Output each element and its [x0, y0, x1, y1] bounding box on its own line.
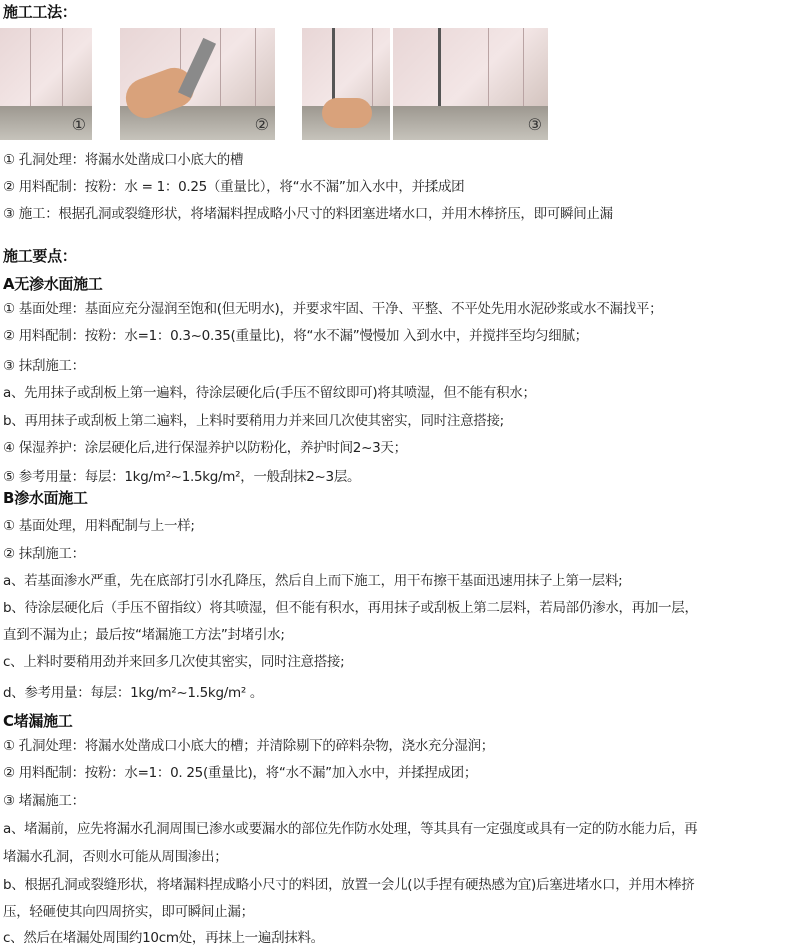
section-c-line: ② 用料配制：按粉：水=1：0. 25(重量比)，将“水不漏”加入水中，并揉捏成团；: [3, 765, 478, 781]
photo-label: ③: [527, 115, 542, 134]
photo-2: [120, 28, 275, 140]
photo-3a: [302, 28, 390, 140]
section-a-line: ① 基面处理：基面应充分湿润至饱和(但无明水)，并要求牢固、干净、平整、不平处先用水泥砂浆或水不漏找平；: [3, 301, 663, 317]
method-step: ③ 施工：根据孔洞或裂缝形状，将堵漏料捏成略小尺寸的料团塞进堵水口，并用木棒挤压，即可瞬间止漏: [3, 206, 613, 222]
section-a-line: b、再用抹子或刮板上第二遍料，上料时要稍用力并来回几次使其密实，同时注意搭接;: [3, 413, 504, 429]
section-a-line: ③ 抹刮施工：: [3, 358, 85, 374]
section-c-line: b、根据孔洞或裂缝形状，将堵漏料捏成略小尺寸的料团，放置一会儿(以手捏有硬热感为宜)后塞进堵水口，并用木棒挤: [3, 877, 695, 893]
section-b-title: B渗水面施工: [3, 489, 88, 507]
section-b-line: b、待涂层硬化后（手压不留指纹）将其喷湿，但不能有积水，再用抹子或刮板上第二层料，若局部仍渗水，再加一层，: [3, 600, 698, 616]
section-a-title: A无渗水面施工: [3, 275, 103, 293]
section-b-line: c、上料时要稍用劲并来回多几次使其密实，同时注意搭接;: [3, 654, 345, 670]
section-c-line: 堵漏水孔洞，否则水可能从周围渗出；: [3, 849, 228, 865]
section-c-line: ③ 堵漏施工：: [3, 793, 85, 809]
section-b-line: ② 抹刮施工：: [3, 546, 85, 562]
photo-3b: [393, 28, 548, 140]
method-title: 施工工法：: [3, 3, 77, 21]
photo-label: ②: [254, 115, 269, 134]
section-a-line: a、先用抹子或刮板上第一遍料，待涂层硬化后(手压不留纹即可)将其喷湿，但不能有积水；: [3, 385, 536, 401]
section-a-line: ⑤ 参考用量：每层：1kg/m²~1.5kg/m²，一般刮抹2~3层。: [3, 469, 361, 485]
section-c-line: c、然后在堵漏处周围约10cm处，再抹上一遍刮抹料。: [3, 930, 324, 946]
section-c-title: C堵漏施工: [3, 712, 73, 730]
section-b-line: a、若基面渗水严重，先在底部打引水孔降压，然后自上而下施工，用干布擦干基面迅速用抹子上第一层料;: [3, 573, 623, 589]
section-c-line: ① 孔洞处理：将漏水处凿成口小底大的槽；并清除剔下的碎料杂物，浇水充分湿润；: [3, 738, 494, 754]
method-step: ② 用料配制：按粉：水 = 1：0.25（重量比），将“水不漏”加入水中，并揉成团: [3, 179, 465, 195]
photo-1: [0, 28, 92, 140]
section-b-line: ① 基面处理，用料配制与上一样;: [3, 518, 195, 534]
points-title: 施工要点：: [3, 247, 77, 265]
photo-label: ①: [71, 115, 86, 134]
section-c-line: 压，轻砸使其向四周挤实，即可瞬间止漏；: [3, 904, 254, 920]
method-step: ① 孔洞处理：将漏水处凿成口小底大的槽: [3, 152, 244, 168]
section-b-line: 直到不漏为止；最后按“堵漏施工方法”封堵引水;: [3, 627, 285, 643]
section-a-line: ② 用料配制：按粉：水=1：0.3~0.35(重量比)，将“水不漏”慢慢加 入到水中，并搅拌至均匀细腻；: [3, 328, 588, 344]
section-a-line: ④ 保湿养护：涂层硬化后,进行保湿养护以防粉化，养护时间2~3天；: [3, 440, 407, 456]
section-b-line: d、参考用量：每层：1kg/m²~1.5kg/m² 。: [3, 685, 264, 701]
section-c-line: a、堵漏前，应先将漏水孔洞周围已渗水或要漏水的部位先作防水处理，等其具有一定强度或具有一定的防水能力后，再: [3, 821, 698, 837]
